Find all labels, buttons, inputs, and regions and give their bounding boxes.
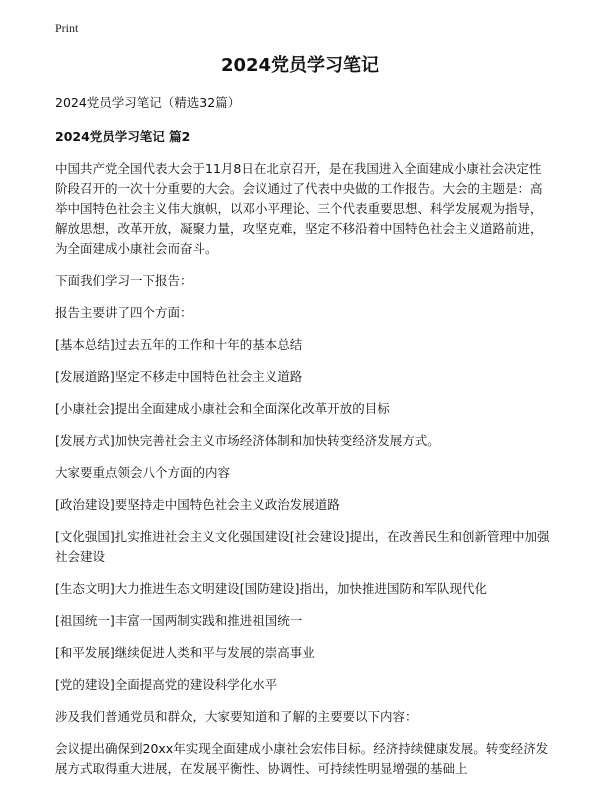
list-item: [祖国统一]丰富一国两制实践和推进祖国统一 [55,613,303,628]
list-item: [政治建设]要坚持走中国特色社会主义政治发展道路 [55,497,340,512]
paragraph: 报告主要讲了四个方面： [55,305,193,320]
paragraph: 下面我们学习一下报告： [55,273,193,288]
list-item: [党的建设]全面提高党的建设科学化水平 [55,677,278,692]
paragraph: 大家要重点领会八个方面的内容 [55,465,231,480]
list-item: [发展道路]坚定不移走中国特色社会主义道路 [55,369,303,384]
list-item: [发展方式]加快完善社会主义市场经济体制和加快转变经济发展方式。 [55,433,440,448]
paragraph-intro: 中国共产党全国代表大会于11月8日在北京召开，是在我国进入全面建成小康社会决定性阶段召开的一次十分重要的大会。会议通过了代表中央做的工作报告。大会的主题是：高举中国特色社会主义伟大旗帜，以邓小平理论、三个代表重要思想、科学发展观为指导，解放思想，改革开放，凝聚力量，攻坚克难，坚定不移沿着中国特色社会主义道路前进，为全面建成小康社会而奋斗。 [55,161,543,256]
section-heading: 2024党员学习笔记 篇2 [55,129,191,144]
list-item: [和平发展]继续促进人类和平与发展的崇高事业 [55,645,315,660]
document-body [55,93,550,791]
print-link[interactable]: Print [55,21,79,35]
document-subtitle: 2024党员学习笔记（精选32篇） [55,95,241,110]
list-item: [基本总结]过去五年的工作和十年的基本总结 [55,337,303,352]
page-title: 2024党员学习笔记 [220,55,380,76]
paragraph: 会议提出确保到20xx年实现全面建成小康社会宏伟目标。经济持续健康发展。转变经济发展方式取得重大进展，在发展平衡性、协调性、可持续性明显增强的基础上 [55,741,549,776]
list-item: [生态文明]大力推进生态文明建设[国防建设]指出，加快推进国防和军队现代化 [55,581,488,596]
list-item: [小康社会]提出全面建成小康社会和全面深化改革开放的目标 [55,401,390,416]
paragraph: 涉及我们普通党员和群众，大家要知道和了解的主要要以下内容： [55,709,418,724]
list-item: [文化强国]扎实推进社会主义文化强国建设[社会建设]提出，在改善民生和创新管理中加强社会建设 [55,529,550,564]
